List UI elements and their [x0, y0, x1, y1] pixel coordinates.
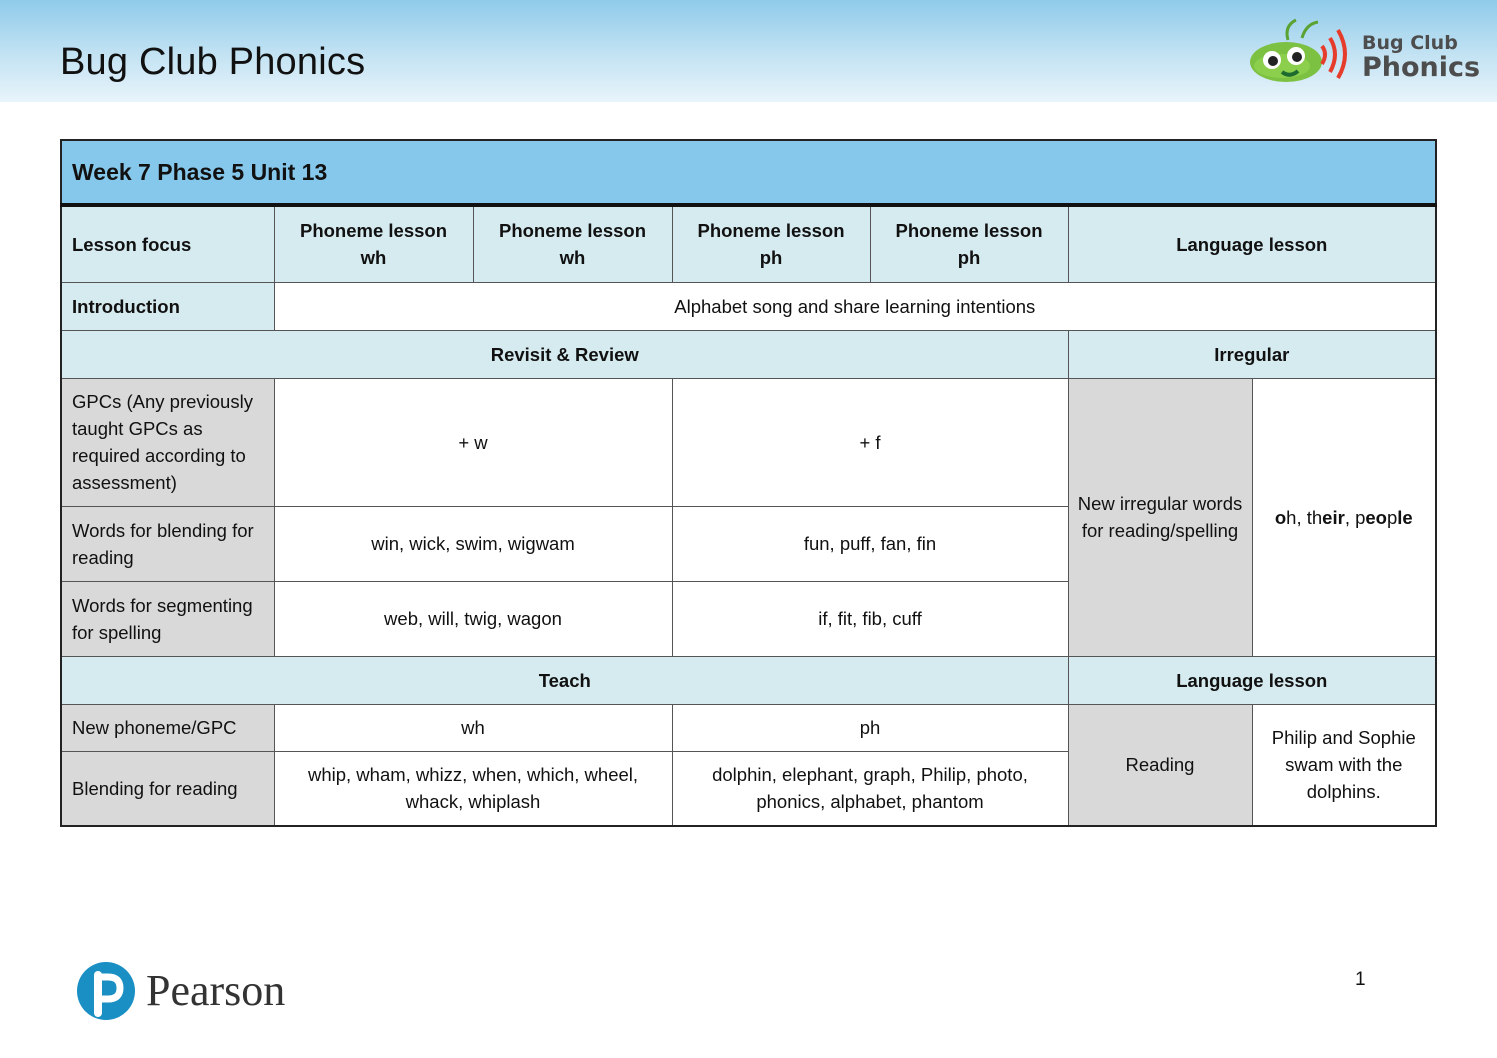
irregular-separator: ,: [1296, 506, 1307, 528]
blending-label: Words for blending for reading: [61, 506, 274, 581]
lesson-1-name: Phoneme lesson: [299, 220, 447, 242]
segmenting-right: if, fit, fib, cuff: [672, 581, 1068, 656]
pearson-wordmark: Pearson: [146, 966, 286, 1015]
blending-reading-label: Blending for reading: [61, 751, 274, 826]
segmenting-left: web, will, twig, wagon: [274, 581, 672, 656]
gpcs-right: + f: [672, 378, 1068, 506]
logo-line1: Bug Club: [1362, 32, 1458, 54]
irregular-word-3-start: p: [1355, 506, 1366, 528]
gpcs-label: GPCs (Any previously taught GPCs as required according to assessment): [61, 378, 274, 506]
logo-line2: Phonics: [1362, 52, 1481, 83]
irregular-word-2-start: th: [1306, 506, 1323, 528]
blending-left: win, wick, swim, wigwam: [274, 506, 672, 581]
blending-right: fun, puff, fan, fin: [672, 506, 1068, 581]
logo-wordmark: [1362, 34, 1480, 81]
introduction-label: Introduction: [61, 282, 274, 330]
lesson-2-name: Phoneme lesson: [498, 220, 646, 242]
lesson-3-grapheme: ph: [759, 247, 783, 269]
irregular-word-3-bold: eo: [1365, 506, 1387, 528]
table-title: Week 7 Phase 5 Unit 13: [61, 140, 1436, 205]
lesson-focus-1: [274, 205, 473, 282]
title-row: [61, 140, 1436, 205]
new-phoneme-row: [61, 704, 1436, 751]
lesson-focus-3: [672, 205, 870, 282]
lesson-4-grapheme: ph: [957, 247, 981, 269]
pearson-logo: [76, 957, 306, 1025]
lesson-2-grapheme: wh: [559, 247, 586, 269]
irregular-word-1-bold: o: [1274, 506, 1287, 528]
gpcs-row: [61, 378, 1436, 506]
lesson-3-name: Phoneme lesson: [697, 220, 845, 242]
reading-label: Reading: [1068, 704, 1252, 826]
introduction-row: [61, 282, 1436, 330]
new-phoneme-label: New phoneme/GPC: [61, 704, 274, 751]
lesson-1-grapheme: wh: [360, 247, 387, 269]
blending-reading-left: whip, wham, whizz, when, which, wheel, whack, whiplash: [274, 751, 672, 826]
page-title: Bug Club Phonics: [60, 41, 366, 83]
revisit-review-header: Revisit & Review: [61, 330, 1068, 378]
segmenting-label: Words for segmenting for spelling: [61, 581, 274, 656]
irregular-header: Irregular: [1068, 330, 1436, 378]
lesson-focus-label: Lesson focus: [61, 205, 274, 282]
language-lesson-header: Language lesson: [1068, 205, 1436, 282]
revisit-header-row: [61, 330, 1436, 378]
irregular-separator: ,: [1344, 506, 1356, 528]
bug-club-logo: [1244, 16, 1481, 88]
lesson-4-name: Phoneme lesson: [895, 220, 1043, 242]
new-phoneme-right: ph: [672, 704, 1068, 751]
lesson-plan-table: [60, 139, 1437, 827]
teach-header: Teach: [61, 656, 1068, 704]
reading-text: Philip and Sophie swam with the dolphins.: [1252, 704, 1436, 826]
irregular-word-1-rest: h: [1286, 506, 1297, 528]
lesson-focus-2: [473, 205, 672, 282]
pearson-p-icon: [76, 957, 138, 1025]
teach-header-row: [61, 656, 1436, 704]
lesson-focus-row: [61, 205, 1436, 282]
irregular-word-3-mid: p: [1386, 506, 1398, 528]
lesson-focus-4: [870, 205, 1068, 282]
introduction-value: Alphabet song and share learning intentions: [274, 282, 1436, 330]
irregular-words: [1252, 378, 1436, 656]
blending-reading-right: dolphin, elephant, graph, Philip, photo, phonics, alphabet, phantom: [672, 751, 1068, 826]
new-phoneme-left: wh: [274, 704, 672, 751]
irregular-word-3-end: le: [1397, 506, 1413, 528]
language-lesson-subheader: Language lesson: [1068, 656, 1436, 704]
gpcs-left: + w: [274, 378, 672, 506]
page-number: 1: [1355, 969, 1366, 990]
irregular-words-label: New irregular words for reading/spelling: [1068, 378, 1252, 656]
irregular-word-2-bold: eir: [1322, 506, 1345, 528]
bug-mascot-icon: [1244, 16, 1362, 88]
